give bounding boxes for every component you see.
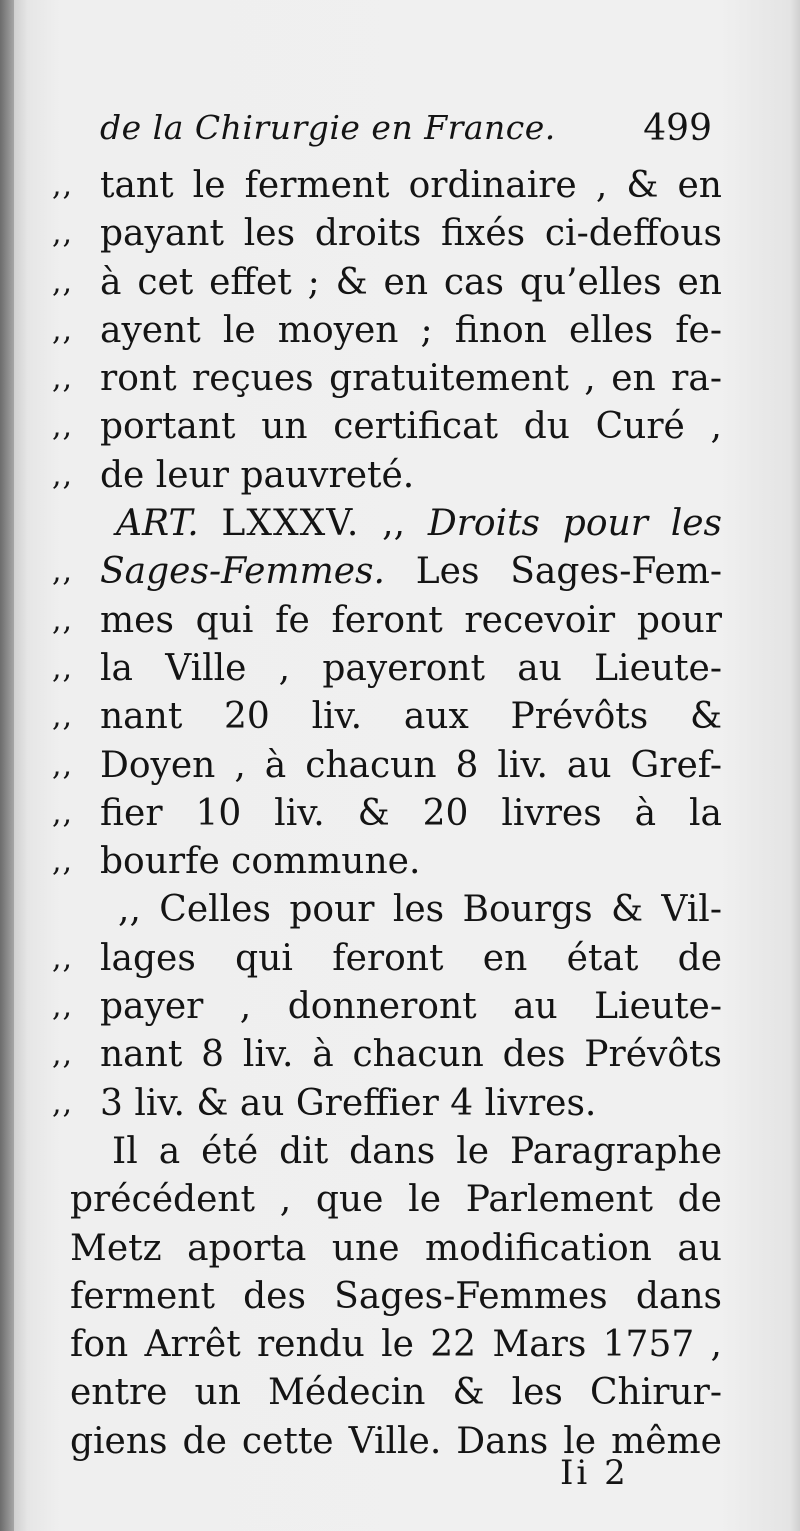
text-line: [0, 1273, 800, 1321]
line-text: ferment des Sages-Femmes dans: [70, 1275, 722, 1317]
line-text: fon Arrêt rendu le 22 Mars 1757 ,: [70, 1324, 722, 1366]
guillemet-mark: ,,: [52, 989, 74, 1025]
text-line: [0, 1080, 800, 1128]
guillemet-mark: ,,: [52, 1085, 74, 1121]
line-text: tant le ferment ordinaire , & en: [100, 165, 722, 206]
article-label: ART.: [116, 503, 199, 545]
page-header: [100, 108, 712, 158]
text-line: [0, 548, 800, 596]
line-text: portant un certificat du Curé ,: [100, 406, 722, 448]
line-text: entre un Médecin & les Chirur-: [70, 1372, 722, 1414]
line-text: Doyen , à chacun 8 liv. au Gref-: [100, 744, 722, 786]
text-line: [0, 403, 800, 451]
article-heading: [116, 500, 722, 548]
text-line: [0, 935, 800, 983]
line-text: Metz aporta une modification au: [70, 1227, 722, 1269]
text-line: [0, 1321, 800, 1369]
line-text: payer , donneront au Lieute-: [100, 986, 722, 1028]
text-line: [0, 162, 800, 210]
article-title: Droits pour les: [427, 503, 722, 545]
guillemet-mark: ,,: [52, 312, 74, 348]
guillemet-mark: ,,: [52, 264, 74, 300]
guillemet-mark: ,,: [52, 699, 74, 735]
running-head: de la Chirurgie en France.: [100, 108, 556, 147]
line-text: bourfe commune.: [100, 841, 421, 883]
line-text: la Ville , payeront au Lieute-: [100, 647, 722, 689]
line-text: ront reçues gratuitement , en ra-: [100, 358, 722, 400]
line-text: [100, 548, 722, 596]
text-line: [0, 983, 800, 1031]
line-text: Il a été dit dans le Paragraphe: [112, 1130, 722, 1172]
line-text: lages qui feront en état de: [100, 937, 722, 979]
guillemet-mark: ,,: [52, 650, 74, 686]
text-line: [0, 838, 800, 886]
signature-mark: Ii 2: [560, 1453, 629, 1493]
line-text: nant 8 liv. à chacun des Prévôts: [100, 1034, 722, 1076]
line-text: [118, 886, 722, 934]
text-line: [0, 1225, 800, 1273]
guillemet-mark: ,,: [52, 844, 74, 880]
guillemet-mark: ,,: [52, 216, 74, 252]
guillemet-mark: ,,: [52, 602, 74, 638]
line-text: précédent , que le Parlement de: [70, 1179, 722, 1221]
guillemet-mark: ,,: [52, 457, 74, 493]
guillemet-mark: ,,: [52, 940, 74, 976]
text-line: [0, 693, 800, 741]
guillemet-mark: ,,: [52, 361, 74, 397]
guillemet-mark: ,,: [118, 889, 141, 931]
line-text: 3 liv. & au Greffier 4 livres.: [100, 1082, 597, 1124]
article-title-cont: Sages-Femmes.: [100, 551, 385, 593]
line-text: nant 20 liv. aux Prévôts &: [100, 696, 722, 738]
text-line: [0, 210, 800, 258]
text-line: [0, 886, 800, 934]
article-number: LXXXV.: [221, 503, 360, 545]
article-heading-line: [0, 500, 800, 548]
text-line: [0, 1128, 800, 1176]
line-text: à cet effet ; & en cas qu’elles en: [100, 261, 722, 303]
text-line: [0, 1031, 800, 1079]
text-line: [0, 259, 800, 307]
guillemet-mark: ,,: [52, 795, 74, 831]
guillemet-mark: ,,: [52, 168, 74, 203]
guillemet-mark: ,,: [52, 409, 74, 445]
page-number: 499: [643, 108, 712, 149]
line-text: de leur pauvreté.: [100, 454, 415, 496]
guillemet-mark: ,,: [52, 554, 74, 590]
guillemet-mark: ,,: [382, 503, 406, 545]
text-line: [0, 1369, 800, 1417]
guillemet-mark: ,,: [52, 1037, 74, 1073]
guillemet-mark: ,,: [52, 747, 74, 783]
line-text: ayent le moyen ; finon elles fe-: [100, 309, 722, 351]
text-line: [0, 452, 800, 500]
line-text-rest: Celles pour les Bourgs & Vil-: [159, 889, 722, 931]
text-line: [0, 597, 800, 645]
line-text: payant les droits fixés ci-deffous: [100, 213, 722, 255]
text-line: [0, 1418, 800, 1466]
text-line: [0, 307, 800, 355]
text-line: [0, 1176, 800, 1224]
line-text: mes qui fe feront recevoir pour: [100, 599, 722, 641]
line-text: giens de cette Ville. Dans le même: [70, 1420, 722, 1462]
text-line: [0, 742, 800, 790]
body-text: [0, 162, 800, 1466]
text-line: [0, 790, 800, 838]
text-line: [0, 355, 800, 403]
line-text: fier 10 liv. & 20 livres à la: [100, 792, 722, 834]
line-text-rest: Les Sages-Fem-: [415, 551, 722, 593]
text-line: [0, 645, 800, 693]
